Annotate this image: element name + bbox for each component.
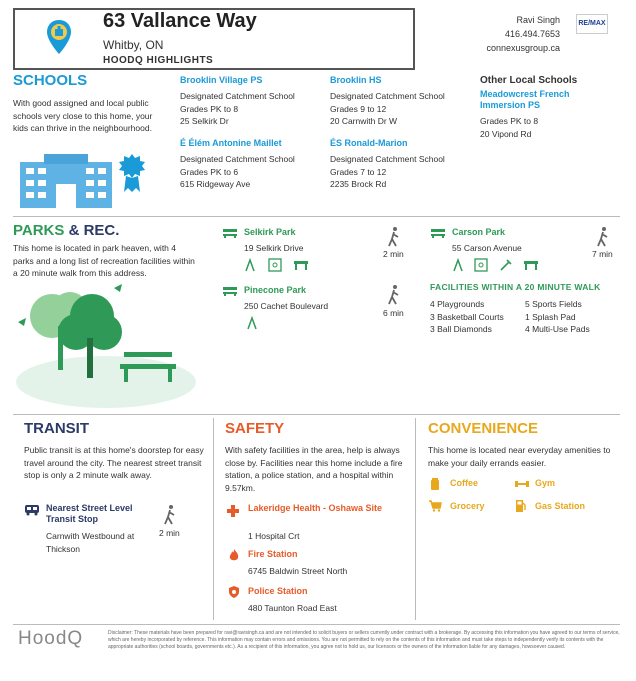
school-2 (330, 75, 480, 128)
safety-desc: With safety facilities in the area, help is always close by. Facilities near this home include a fire station, a police station, and a hospital within 9.57km. (225, 445, 403, 493)
coffee-icon (429, 477, 441, 491)
playground-icon (246, 316, 258, 330)
other-school-grades: Grades PK to 8 (480, 116, 539, 126)
grocery-label[interactable]: Grocery (450, 501, 485, 511)
park-2-name[interactable]: Carson Park (452, 227, 506, 237)
playground-icon (452, 258, 464, 272)
other-school-name[interactable]: Meadowcrest French Immersion PS (480, 89, 570, 110)
school-building-icon (14, 148, 159, 210)
divider-transit (213, 418, 214, 620)
transit-walk: 2 min (159, 528, 180, 538)
park-1-name[interactable]: Selkirk Park (244, 227, 296, 237)
park-1-amenities (244, 258, 309, 277)
other-school-address: 20 Vipond Rd (480, 128, 532, 139)
bus-icon (24, 504, 40, 516)
park-1-walk: 2 min (383, 249, 404, 259)
transit-stop-label[interactable]: Nearest Street Level Transit Stop (46, 503, 133, 524)
gym-icon (514, 479, 530, 489)
other-schools (480, 75, 615, 140)
walk-icon (596, 226, 610, 248)
walk-icon (387, 226, 401, 248)
highlights-label: HOODQ HIGHLIGHTS (103, 55, 214, 66)
hospital-name[interactable]: Lakeridge Health - Oshawa Site (248, 503, 383, 513)
school-2-name[interactable]: Brooklin HS (330, 75, 382, 85)
facility-item: 4 Playgrounds (430, 299, 485, 309)
gas-station-label[interactable]: Gas Station (535, 501, 586, 511)
facility-item: 3 Ball Diamonds (430, 324, 492, 334)
disclaimer-text: Disclaimer: These materials have been prepared for ravi@ravisingh.ca and are not intended to solicit buyers or sellers currently under contract with a brokerage. By accessing this information you have agreed to our terms of service, which are hereby incorporated by reference. This information may contain errors and omissions. You are not permitted to rely on the contents of this information and must take steps to independently verify its contents with the appropriate authorities (school boards, governments etc.). As a recipient of this information, you agree not to hold us, our licensors or the owners of the information liable for any damages, howsoever caused. (108, 630, 620, 650)
school-3-address: 615 Ridgeway Ave (180, 179, 251, 189)
other-schools-title: Other Local Schools (480, 75, 578, 86)
school-3 (180, 138, 330, 191)
park-1-address: 19 Selkirk Drive (244, 243, 304, 253)
agent-info (486, 13, 560, 55)
coffee-label[interactable]: Coffee (450, 478, 479, 488)
parks-desc: This home is located in park heaven, with 4 parks and a long list of recreation facilities within a 20 minute walk from this address. (13, 243, 195, 278)
school-1 (180, 75, 330, 128)
school-3-name[interactable]: É Élém Antonine Maillet (180, 138, 282, 148)
grocery-cart-icon (428, 500, 442, 512)
facilities-col-2 (525, 298, 620, 336)
park-3-walk: 6 min (383, 308, 404, 318)
school-2-grades: Grades 9 to 12 (330, 103, 387, 114)
police-station-address: 480 Taunton Road East (248, 603, 337, 613)
multi-use-pad-icon (523, 258, 539, 272)
school-2-address: 20 Carnwith Dr W (330, 116, 398, 126)
school-4-grades: Grades 7 to 12 (330, 166, 387, 177)
hoodq-logo: HoodQ (18, 628, 84, 649)
park-3-address: 250 Cachet Boulevard (244, 301, 329, 311)
hospital-address: 1 Hospital Crt (248, 531, 300, 541)
schools-desc: With good assigned and local public schools very close to this home, your kids can thrive in the neighbourhood. (13, 98, 153, 133)
school-4-type: Designated Catchment School (330, 154, 445, 164)
divider-safety (415, 418, 416, 620)
park-3-name[interactable]: Pinecone Park (244, 285, 307, 295)
basketball-court-icon (268, 258, 282, 272)
school-1-grades: Grades PK to 8 (180, 103, 239, 114)
school-1-type: Designated Catchment School (180, 91, 295, 101)
bench-icon (430, 228, 446, 238)
facility-item: 4 Multi-Use Pads (525, 324, 590, 334)
parks-title-b: & REC. (68, 222, 120, 239)
police-station-name[interactable]: Police Station (248, 586, 308, 596)
facility-item: 1 Splash Pad (525, 311, 576, 322)
park-2-address: 55 Carson Avenue (452, 243, 522, 253)
walk-icon (163, 504, 177, 526)
school-4-name[interactable]: ÉS Ronald-Marion (330, 138, 408, 148)
agent-phone[interactable]: 416.494.7653 (504, 29, 560, 39)
brokerage-logo: RE/MAX (576, 14, 608, 34)
park-illustration (14, 282, 199, 410)
agent-site[interactable]: connexusgroup.ca (486, 43, 560, 53)
facility-item: 3 Basketball Courts (430, 311, 504, 322)
playground-icon (244, 258, 256, 272)
gas-station-icon (515, 499, 527, 513)
school-1-name[interactable]: Brooklin Village PS (180, 75, 263, 85)
school-pin-icon (44, 18, 74, 58)
multi-use-pad-icon (293, 258, 309, 272)
park-2-walk: 7 min (592, 249, 613, 259)
school-1-address: 25 Selkirk Dr (180, 116, 229, 126)
transit-desc: Public transit is at this home's doorstep for easy travel around the city. The nearest street transit stop is only a 2 minute walk away. (24, 445, 204, 480)
divider-schools (13, 216, 620, 217)
safety-title: SAFETY (225, 420, 285, 437)
parks-title (13, 222, 119, 239)
gym-label[interactable]: Gym (535, 478, 556, 488)
divider-parks (13, 414, 620, 415)
walk-icon (387, 284, 401, 306)
schools-title: SCHOOLS (13, 72, 88, 89)
fire-station-address: 6745 Baldwin Street North (248, 566, 348, 576)
school-3-grades: Grades PK to 6 (180, 166, 239, 177)
park-2-amenities (452, 258, 539, 277)
school-2-type: Designated Catchment School (330, 91, 445, 101)
bench-icon (222, 228, 238, 238)
fire-icon (228, 548, 240, 562)
facilities-title: FACILITIES WITHIN A 20 MINUTE WALK (430, 282, 601, 292)
basketball-court-icon (474, 258, 488, 272)
transit-title: TRANSIT (24, 420, 89, 437)
city-text: Whitby, ON (103, 38, 164, 52)
convenience-title: CONVENIENCE (428, 420, 539, 437)
address-title: 63 Vallance Way (103, 10, 257, 32)
agent-name: Ravi Singh (516, 15, 560, 25)
bench-icon (222, 286, 238, 296)
school-4 (330, 138, 480, 191)
facility-item: 5 Sports Fields (525, 299, 582, 309)
divider-footer (13, 624, 620, 625)
convenience-desc: This home is located near everyday amenities to make your daily errands easier. (428, 445, 611, 468)
splash-pad-icon (499, 258, 513, 272)
school-3-type: Designated Catchment School (180, 154, 295, 164)
hospital-icon (226, 504, 240, 518)
school-4-address: 2235 Brock Rd (330, 179, 387, 189)
fire-station-name[interactable]: Fire Station (248, 549, 298, 559)
facilities-col-1 (430, 298, 525, 336)
transit-stop-name: Carnwith Westbound at Thickson (46, 531, 135, 554)
parks-title-a: PARKS (13, 222, 65, 239)
police-badge-icon (227, 585, 241, 599)
